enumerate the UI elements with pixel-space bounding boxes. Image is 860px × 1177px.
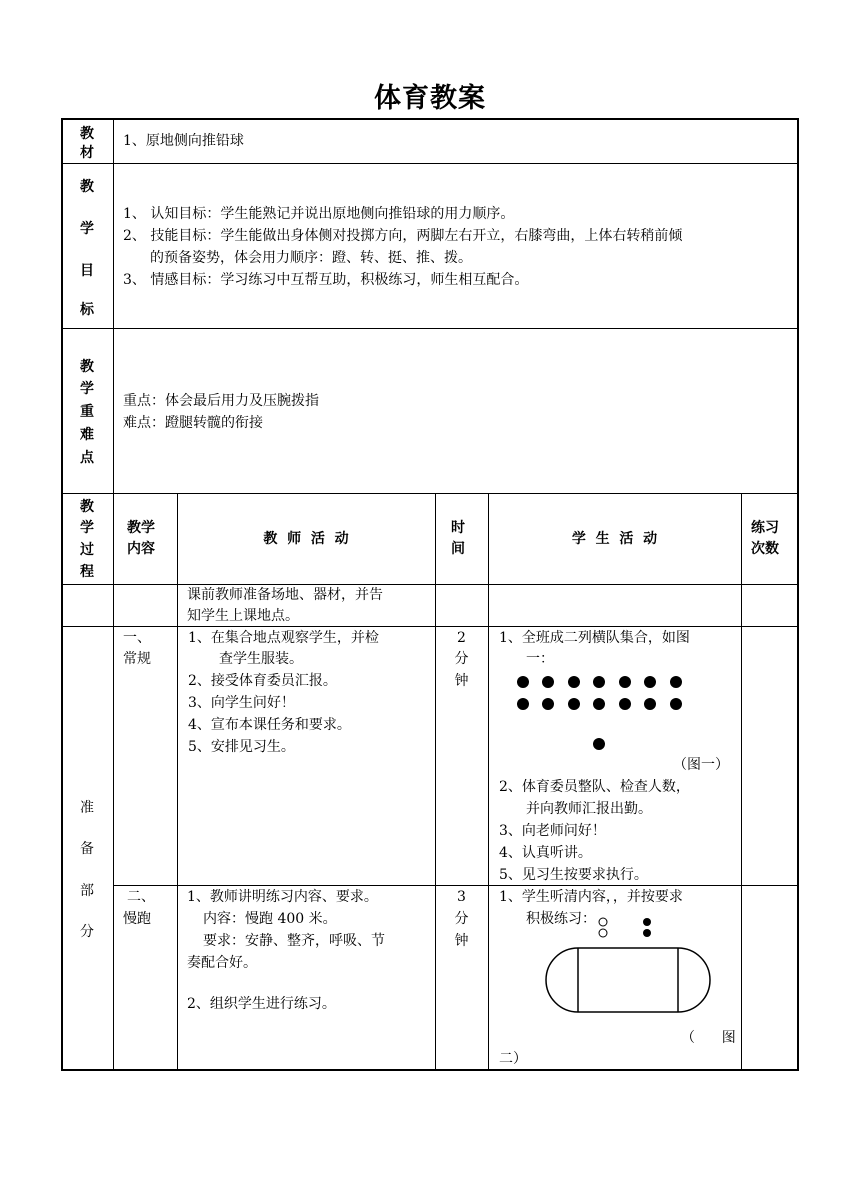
practice-count-header: 练习 <box>751 520 779 536</box>
runner-marker <box>643 918 651 926</box>
difficult-point: 难点：蹬腿转髋的衔接 <box>123 415 263 431</box>
routine-student-line: 5、见习生按要求执行。 <box>499 867 648 883</box>
objectives-label-char: 教 <box>80 179 94 195</box>
jog-student-line: 积极练习： <box>526 911 596 927</box>
objectives-label-char: 学 <box>80 221 94 237</box>
routine-time: 分 <box>454 651 469 667</box>
track-diagram <box>531 896 721 1016</box>
jog-teacher-line: 要求：安静、整齐，呼吸、节 <box>203 933 385 949</box>
routine-student-line: 一： <box>526 651 554 667</box>
process-label-char: 教 <box>80 499 94 515</box>
student-dot <box>568 676 580 688</box>
content-header: 内容 <box>127 541 155 557</box>
student-dot <box>593 698 605 710</box>
keypoints-label-char: 重 <box>80 404 94 420</box>
preclass-teacher-line: 知学生上课地点。 <box>187 608 299 624</box>
student-dot <box>568 698 580 710</box>
figure-two-caption: （ 图 <box>681 1030 736 1046</box>
jog-time: 分 <box>454 911 469 927</box>
section-label-char: 准 <box>80 800 94 816</box>
student-dot <box>670 698 682 710</box>
routine-student-line: 1、全班成二列横队集合，如图 <box>499 630 690 646</box>
routine-student-line: 3、向老师问好！ <box>499 823 606 839</box>
student-dot <box>644 698 656 710</box>
jog-student-line: 1、学生听清内容，，并按要求 <box>499 889 683 905</box>
figure-one-caption: （图一） <box>673 757 729 773</box>
page-title: 体育教案 <box>374 83 486 114</box>
preclass-teacher-line: 课前教师准备场地、器材，并告 <box>187 587 383 603</box>
time-header: 时 <box>451 520 465 536</box>
objectives-label-char: 目 <box>80 263 94 279</box>
routine-student-line: 并向教师汇报出勤。 <box>526 801 652 817</box>
student-dot <box>644 676 656 688</box>
routine-teacher-line: 查学生服装。 <box>219 651 303 667</box>
section-label-char: 部 <box>80 883 94 899</box>
jog-teacher-line: 内容：慢跑 400 米。 <box>203 911 337 927</box>
student-dot <box>517 676 529 688</box>
material-label-char: 教 <box>80 126 94 142</box>
student-activity-header: 学 生 活 动 <box>571 531 658 547</box>
runner-marker <box>599 918 607 926</box>
content-header: 教学 <box>127 520 155 536</box>
routine-teacher-line: 3、向学生问好！ <box>188 695 295 711</box>
keypoints-label-char: 难 <box>80 427 94 443</box>
objective-cognitive: 1、 认知目标：学生能熟记并说出原地侧向推铅球的用力顺序。 <box>123 206 515 222</box>
routine-teacher-line: 2、接受体育委员汇报。 <box>188 673 337 689</box>
runner-marker <box>643 929 651 937</box>
keypoints-label-char: 点 <box>80 450 94 466</box>
student-dot <box>517 698 529 710</box>
process-label-char: 学 <box>80 520 94 536</box>
student-dot <box>542 698 554 710</box>
objective-skill-cont: 的预备姿势，体会用力顺序：蹬、转、挺、推、拨。 <box>150 250 472 266</box>
jog-time: 3 <box>457 889 466 905</box>
formation-diagram <box>491 668 741 758</box>
student-dot <box>542 676 554 688</box>
student-dot <box>619 698 631 710</box>
key-point: 重点：体会最后用力及压腕拨指 <box>123 393 319 409</box>
routine-teacher-line: 4、宣布本课任务和要求。 <box>188 717 351 733</box>
student-dot <box>593 676 605 688</box>
jog-teacher-line: 奏配合好。 <box>187 955 257 971</box>
jog-time: 钟 <box>454 933 469 949</box>
keypoints-label-char: 教 <box>80 359 94 375</box>
section-label-char: 分 <box>80 924 94 940</box>
student-dot <box>670 676 682 688</box>
routine-student-line: 2、体育委员整队、检查人数， <box>499 779 690 795</box>
practice-count-header: 次数 <box>751 541 779 557</box>
routine-content: 常规 <box>123 651 151 667</box>
routine-time: 2 <box>457 630 466 646</box>
objective-skill: 2、 技能目标：学生能做出身体侧对投掷方向，两脚左右开立，右膝弯曲，上体右转稍前倾 <box>123 228 683 244</box>
jog-teacher-line: 1、教师讲明练习内容、要求。 <box>187 889 378 905</box>
material-label-char: 材 <box>80 145 94 161</box>
lesson-plan-table <box>61 118 799 1071</box>
routine-teacher-line: 1、在集合地点观察学生，并检 <box>188 630 379 646</box>
figure-two-caption: 二） <box>499 1051 527 1067</box>
routine-teacher-line: 5、安排见习生。 <box>188 739 295 755</box>
jog-teacher-line: 2、组织学生进行练习。 <box>187 996 336 1012</box>
process-label-char: 过 <box>80 542 94 558</box>
student-dot <box>619 676 631 688</box>
material-content: 1、原地侧向推铅球 <box>123 133 244 149</box>
time-header: 间 <box>451 541 465 557</box>
process-label-char: 程 <box>80 564 94 580</box>
keypoints-label-char: 学 <box>80 381 94 397</box>
routine-time: 钟 <box>454 673 469 689</box>
jog-content: 二、 <box>127 889 155 905</box>
routine-student-line: 4、认真听讲。 <box>499 845 592 861</box>
jog-content: 慢跑 <box>123 911 151 927</box>
objective-affective: 3、 情感目标：学习练习中互帮互助，积极练习，师生相互配合。 <box>123 272 529 288</box>
section-label-char: 备 <box>80 841 94 857</box>
running-track <box>546 948 710 1012</box>
teacher-activity-header: 教 师 活 动 <box>263 531 349 547</box>
runner-marker <box>599 929 607 937</box>
teacher-dot <box>593 738 605 750</box>
objectives-label-char: 标 <box>80 302 94 318</box>
routine-content: 一、 <box>123 630 151 646</box>
